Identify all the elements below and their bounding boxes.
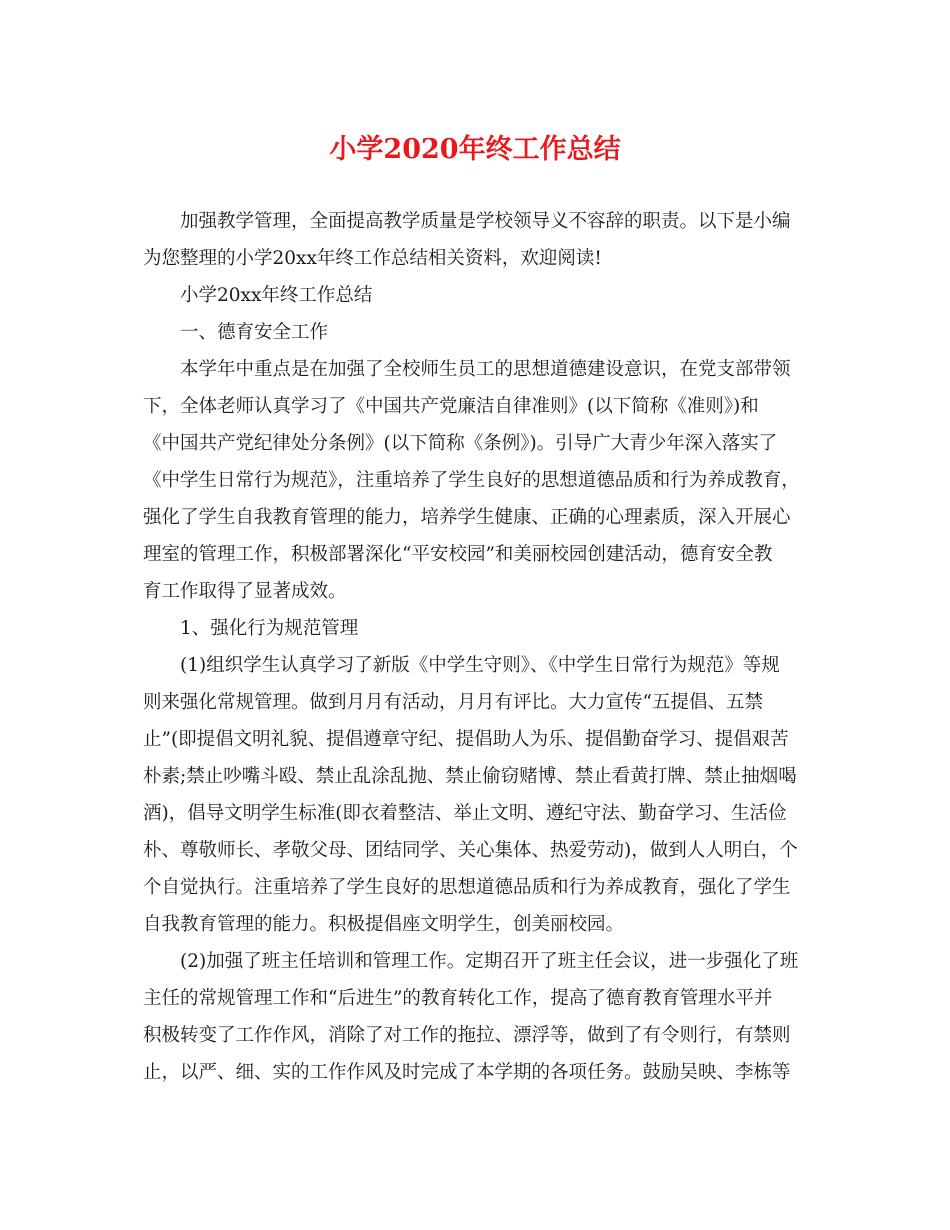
document-title: 小学2020年终工作总结 — [329, 134, 621, 165]
body-line: 一、德育安全工作 — [180, 322, 329, 343]
body-line: 主任的常规管理工作和“后进生”的教育转化工作，提高了德育教育管理水平并 — [143, 988, 773, 1009]
body-line: 则来强化常规管理。做到月月有活动，月月有评比。大力宣传“五提倡、五禁 — [143, 692, 763, 713]
body-line: 酒)，倡导文明学生标准(即衣着整洁、举止文明、遵纪守法、勤奋学习、生活俭 — [143, 803, 787, 824]
body-line: 为您整理的小学20xx年终工作总结相关资料，欢迎阅读! — [143, 248, 602, 269]
body-line: 《中国共产党纪律处分条例》(以下简称《条例》)。引导广大青少年深入落实了 — [143, 433, 778, 454]
body-line: 止，以严、细、实的工作作风及时完成了本学期的各项任务。鼓励吴映、李栋等 — [143, 1062, 791, 1083]
body-line: 小学20xx年终工作总结 — [180, 285, 373, 306]
body-line: 加强教学管理，全面提高教学质量是学校领导义不容辞的职责。以下是小编 — [180, 211, 791, 232]
body-line: 朴、尊敬师长、孝敬父母、团结同学、关心集体、热爱劳动)，做到人人明白，个 — [143, 840, 798, 861]
body-line: 个自觉执行。注重培养了学生良好的思想道德品质和行为养成教育，强化了学生 — [143, 877, 791, 898]
body-line: 朴素;禁止吵嘴斗殴、禁止乱涂乱抛、禁止偷窃赌博、禁止看黄打牌、禁止抽烟喝 — [143, 766, 797, 787]
body-line: 育工作取得了显著成效。 — [143, 581, 347, 602]
body-line: (1)组织学生认真学习了新版《中学生守则》、《中学生日常行为规范》等规 — [180, 655, 780, 676]
body-line: 《中学生日常行为规范》，注重培养了学生良好的思想道德品质和行为养成教育， — [143, 470, 800, 491]
body-line: 1、强化行为规范管理 — [180, 618, 359, 639]
body-line: 下，全体老师认真学习了《中国共产党廉洁自律准则》(以下简称《准则》)和 — [143, 396, 759, 417]
body-line: 理室的管理工作，积极部署深化“平安校园”和美丽校园创建活动，德育安全教 — [143, 544, 773, 565]
body-line: 强化了学生自我教育管理的能力，培养学生健康、正确的心理素质，深入开展心 — [143, 507, 791, 528]
body-line: (2)加强了班主任培训和管理工作。定期召开了班主任会议，进一步强化了班 — [180, 951, 799, 972]
body-line: 本学年中重点是在加强了全校师生员工的思想道德建设意识，在党支部带领 — [180, 359, 791, 380]
document-body — [143, 203, 811, 1091]
body-line: 积极转变了工作作风，消除了对工作的拖拉、漂浮等，做到了有令则行，有禁则 — [143, 1025, 791, 1046]
body-line: 自我教育管理的能力。积极提倡座文明学生，创美丽校园。 — [143, 914, 625, 935]
body-line: 止”(即提倡文明礼貌、提倡遵章守纪、提倡助人为乐、提倡勤奋学习、提倡艰苦 — [143, 729, 789, 750]
